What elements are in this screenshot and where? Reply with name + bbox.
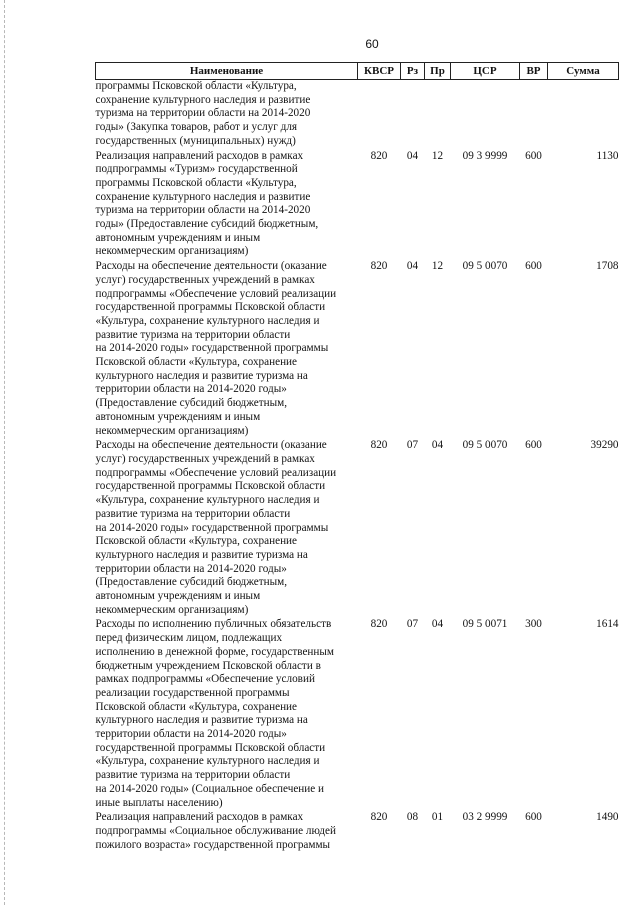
table-body xyxy=(96,80,619,854)
row-name-line: Псковской области «Культура, сохранение xyxy=(95,356,298,369)
table-row xyxy=(96,150,619,261)
row-name xyxy=(96,618,358,811)
row-name-line: развитие туризма на территории области xyxy=(95,769,291,782)
cell-vr: 600 xyxy=(525,811,542,824)
row-name-line: на 2014-2020 годы» государственной программы xyxy=(95,342,329,355)
row-name xyxy=(96,150,358,261)
cell-csr: 09 5 0070 xyxy=(462,439,508,452)
cell-kvsr: 820 xyxy=(370,149,388,162)
row-name-line: Реализация направлений расходов в рамках xyxy=(95,149,304,162)
table-header-row xyxy=(96,63,619,80)
cell-csr: 09 3 9999 xyxy=(462,149,508,162)
row-name-line: на 2014-2020 годы» государственной программы xyxy=(95,521,329,534)
row-name-line: Расходы на обеспечение деятельности (оказание xyxy=(95,439,327,452)
row-name xyxy=(96,811,358,853)
cell-pr xyxy=(425,80,451,150)
row-name-line: государственной программы Псковской области xyxy=(95,480,326,493)
row-name-line: некоммерческим организациям) xyxy=(95,245,249,258)
cell-csr xyxy=(451,80,520,150)
table-row xyxy=(96,618,619,811)
row-name-line: годы» (Закупка товаров, работ и услуг для xyxy=(95,121,298,134)
cell-rz: 07 xyxy=(406,618,419,631)
cell-rz: 07 xyxy=(406,439,419,452)
row-name-line: подпрограммы «Туризм» государственной xyxy=(95,163,298,176)
row-name-line: годы» (Предоставление субсидий бюджетным, xyxy=(95,218,319,231)
cell-sum: 1130 xyxy=(596,149,619,162)
cell-vr: 600 xyxy=(525,149,542,162)
cell-kvsr: 820 xyxy=(370,618,388,631)
cell-sum: 1708 xyxy=(596,260,619,273)
row-name-line: автономным учреждениям и иным xyxy=(95,590,261,603)
cell-csr: 09 5 0071 xyxy=(462,618,508,631)
row-name-line: «Культура, сохранение культурного наследия и xyxy=(95,755,320,768)
row-name-line: государственной программы Псковской области xyxy=(95,741,326,754)
cell-pr: 12 xyxy=(431,260,444,273)
table-row xyxy=(96,80,619,150)
row-name-line: территории области на 2014-2020 годы» xyxy=(95,383,287,396)
row-name-line: перед физическим лицом, подлежащих xyxy=(95,632,283,645)
row-name xyxy=(96,260,358,439)
row-name-line: развитие туризма на территории области xyxy=(95,328,291,341)
cell-rz: 04 xyxy=(406,260,419,273)
header-pr: Пр xyxy=(425,63,451,80)
cell-sum xyxy=(548,80,619,150)
row-name-line: туризма на территории области на 2014-2020 xyxy=(95,204,311,217)
row-name-line: Псковской области «Культура, сохранение xyxy=(95,700,298,713)
row-name-line: иные выплаты населению) xyxy=(95,796,223,809)
cell-kvsr: 820 xyxy=(370,260,388,273)
cell-vr: 600 xyxy=(525,260,542,273)
cell-pr: 12 xyxy=(431,149,444,162)
row-name-line: автономным учреждениям и иным xyxy=(95,410,261,423)
page-number: 60 xyxy=(365,37,379,51)
row-name-line: программы Псковской области «Культура, xyxy=(95,80,297,92)
row-name-line: туризма на территории области на 2014-2020 xyxy=(95,107,311,120)
header-kvsr: КВСР xyxy=(358,63,401,80)
header-vr: ВР xyxy=(520,63,548,80)
row-name-line: бюджетным учреждением Псковской области в xyxy=(95,659,321,672)
cell-sum: 1614 xyxy=(596,618,619,631)
row-name-line: некоммерческим организациям) xyxy=(95,424,249,437)
cell-rz: 08 xyxy=(406,811,419,824)
cell-pr: 01 xyxy=(431,811,444,824)
row-name-line: сохранение культурного наследия и развитие xyxy=(95,93,311,106)
row-name-line: Псковской области «Культура, сохранение xyxy=(95,535,298,548)
header-sum: Сумма xyxy=(548,63,619,80)
cell-kvsr xyxy=(358,80,401,150)
row-name-line: программы Псковской области «Культура, xyxy=(95,176,297,189)
cell-csr: 03 2 9999 xyxy=(462,811,508,824)
cell-pr: 04 xyxy=(431,439,444,452)
row-name-line: автономным учреждениям и иным xyxy=(95,231,261,244)
cell-vr xyxy=(520,80,548,150)
row-name-line: исполнению в денежной форме, государственным xyxy=(95,645,334,658)
row-name-line: некоммерческим организациям) xyxy=(95,603,249,616)
row-name-line: услуг) государственных учреждений в рамках xyxy=(95,452,315,465)
row-name-line: государственных (муниципальных) нужд) xyxy=(95,134,296,147)
cell-vr: 300 xyxy=(525,618,542,631)
cell-kvsr: 820 xyxy=(370,439,388,452)
row-name-line: культурного наследия и развитие туризма на xyxy=(95,548,308,561)
table-row xyxy=(96,811,619,853)
cell-rz: 04 xyxy=(406,149,419,162)
row-name-line: культурного наследия и развитие туризма на xyxy=(95,714,308,727)
row-name-line: государственной программы Псковской области xyxy=(95,301,326,314)
row-name-line: рамках подпрограммы «Обеспечение условий xyxy=(95,673,315,686)
row-name-line: сохранение культурного наследия и развитие xyxy=(95,190,311,203)
cell-kvsr: 820 xyxy=(370,811,388,824)
table-row xyxy=(96,439,619,618)
row-name-line: культурного наследия и развитие туризма на xyxy=(95,369,308,382)
row-name-line: территории области на 2014-2020 годы» xyxy=(95,562,287,575)
budget-table xyxy=(95,62,619,853)
row-name-line: услуг) государственных учреждений в рамках xyxy=(95,273,315,286)
row-name-line: подпрограммы «Обеспечение условий реализации xyxy=(95,287,337,300)
row-name-line: подпрограммы «Обеспечение условий реализации xyxy=(95,466,337,479)
row-name-line: подпрограммы «Социальное обслуживание людей xyxy=(95,824,336,837)
table-row xyxy=(96,260,619,439)
row-name-line: «Культура, сохранение культурного наследия и xyxy=(95,314,320,327)
cell-sum: 39290 xyxy=(590,439,619,452)
row-name-line: реализации государственной программы xyxy=(95,686,290,699)
header-csr: ЦСР xyxy=(451,63,520,80)
row-name-line: Реализация направлений расходов в рамках xyxy=(95,811,304,824)
row-name-line: (Предоставление субсидий бюджетным, xyxy=(95,576,288,589)
row-name-line: Расходы по исполнению публичных обязательств xyxy=(95,618,332,631)
row-name-line: территории области на 2014-2020 годы» xyxy=(95,728,287,741)
cell-rz xyxy=(401,80,425,150)
row-name-line: пожилого возраста» государственной программы xyxy=(95,838,331,851)
row-name-line: развитие туризма на территории области xyxy=(95,507,291,520)
scan-edge xyxy=(4,0,6,905)
row-name xyxy=(96,439,358,618)
cell-csr: 09 5 0070 xyxy=(462,260,508,273)
header-name: Наименование xyxy=(96,63,358,80)
header-rz: Рз xyxy=(401,63,425,80)
cell-pr: 04 xyxy=(431,618,444,631)
row-name-line: Расходы на обеспечение деятельности (оказание xyxy=(95,260,327,273)
row-name xyxy=(96,80,358,150)
row-name-line: (Предоставление субсидий бюджетным, xyxy=(95,397,288,410)
cell-vr: 600 xyxy=(525,439,542,452)
row-name-line: «Культура, сохранение культурного наследия и xyxy=(95,494,320,507)
cell-sum: 1490 xyxy=(596,811,619,824)
row-name-line: на 2014-2020 годы» (Социальное обеспечение и xyxy=(95,782,325,795)
